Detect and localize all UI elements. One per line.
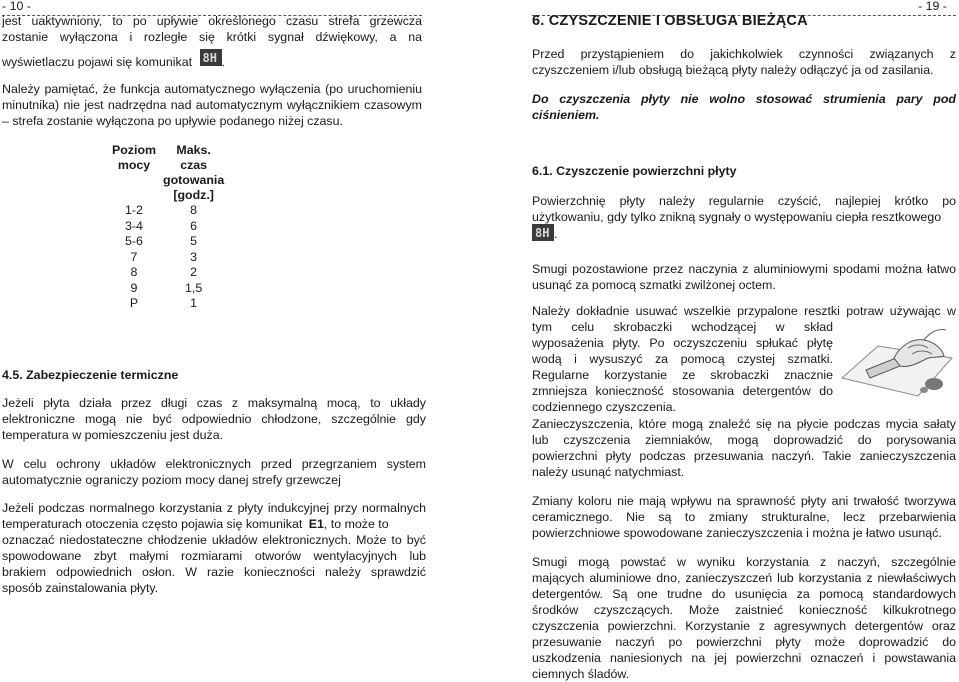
table-row [105,250,224,266]
table-cell-power: 8 [130,265,138,280]
right-para5-line4: należy usunąć natychmiast. [532,465,685,479]
h-display-icon [200,49,222,66]
table-cell-time: 1 [190,296,198,311]
right-para5-line1: Zanieczyszczenia, które mogą znaleźć się na płycie podczas mycia sałaty [532,417,956,431]
table-header-time [163,143,224,203]
right-para3-line2: usunąć za pomocą szmatki zwilżonej octem. [532,278,776,292]
left-para2-line3: – strefa zostanie wyłączona po upływie podanego niżej czasu. [2,114,343,128]
right-para5-line3: powierzchni płyty podczas przesuwania naczyń. Takie zanieczyszczenia [532,449,956,463]
right-para7-line3: detergentów. Są one trudne do usunięcia za pomocą standardowych [532,587,956,601]
right-para6-line2: ceramicznego. Nie są to zmiany strukturalne, lecz przebarwienia [532,510,956,524]
table-cell-time: 1,5 [185,280,203,295]
table-header-time-line1: Maks. czas [176,143,211,172]
right-para7-line5: czyszczenia powierzchni. Korzystanie z agresywnych detergentów oraz [532,619,956,633]
left-para1-line2: zostanie wyłączona i rozległe się krótki sygnał dźwiękowy, a na [2,30,422,44]
table-cell-time: 8 [190,203,198,218]
power-time-table [105,143,224,312]
section-title-thermal: 4.5. Zabezpieczenie termiczne [2,368,179,382]
right-para2-line1: Powierzchnię płyty należy regularnie czyścić, najlepiej krótko po [532,194,956,208]
right-para6-line3: powierzchniowe spowodowane zanieczyszczenia i można je łatwo usunąć. [532,526,942,540]
left-para4-line2: automatycznie ograniczy poziom mocy danej strefy grzewczej [2,473,341,487]
right-para2-line2: użytkowaniu, gdy tylko znikną sygnały o występowaniu ciepła resztkowego [532,210,942,224]
table-cell-time: 2 [190,265,198,280]
table-cell-power: 9 [130,280,138,295]
right-para4-line3: wyposażenia płyty. Po oczyszczeniu spłukać płytę [532,336,833,350]
left-para1-line3-text: wyświetlaczu pojawi się komunikat [2,55,193,69]
left-para1-line3 [2,51,225,71]
residue-stain-small [920,387,928,393]
residual-heat-display-icon [532,224,554,241]
table-cell-power: 5-6 [125,234,143,249]
right-para2-line3 [532,226,557,243]
table-header-row [105,143,224,203]
right-page-number: - 19 - [918,0,947,13]
subsection-title-surface: 6.1. Czyszczenie powierzchni płyty [532,164,737,178]
table-row [105,203,224,219]
right-para6-line1: Zmiany koloru nie mają wpływu na sprawność płyty ani trwałość tworzywa [532,494,956,508]
table-row [105,296,224,312]
left-para1-line3-dot: . [221,55,225,69]
table-cell-power: 1-2 [125,203,143,218]
left-para4-line1: W celu ochrony układów elektronicznych przed przegrzaniem system [2,457,426,471]
right-para3-line1: Smugi pozostawione przez naczynia z aluminiowymi spodami można łatwo [532,262,956,276]
table-header-power [105,143,163,203]
right-para4-line5: Regularne korzystanie ze skrobaczki znacznie [532,368,833,382]
left-para5-line2-tail: , to może to [323,517,389,531]
table-row [105,219,224,235]
table-header-time-line3: [godz.] [173,188,214,202]
left-para5-line6: sposób zainstalowania płyty. [2,581,159,595]
right-para4-line4: wodą i wysuszyć za pomocą czystej szmatki. [532,352,833,366]
right-para1-line2: czyszczeniem i/lub obsługą bieżącą płyty należy odłączyć ja od zasilania. [532,63,934,77]
table-row [105,281,224,297]
left-para5-line1: Jeżeli podczas normalnego korzystania z płyty indukcyjnej przy normalnych [2,501,426,515]
steam-warning-line1: Do czyszczenia płyty nie wolno stosować strumienia pary pod [532,92,956,106]
left-para1-line1: jest uaktywniony, to po upływie określonego czasu strefa grzewcza [2,14,422,28]
right-para4-line7: codziennego czyszczenia. [532,400,676,414]
table-cell-time: 6 [190,218,198,233]
right-para4-line6: zmniejsza konieczność stosowania detergentów do [532,384,833,398]
left-para5-line5: brakiem odpowiednich osłon. W razie konieczności należy sprawdzić [2,565,426,579]
table-cell-time: 3 [190,249,198,264]
residue-stain [925,378,943,390]
right-para2-line3-dot: . [554,227,558,241]
right-para5-line2: lub czyszczenia ziemniaków, mogą doprowadzić do porysowania [532,433,956,447]
table-cell-time: 5 [190,234,198,249]
left-para5-line2-text: temperaturach otoczenia często pojawia się komunikat [2,517,303,531]
h-display-icon-text: 8H [202,51,217,66]
right-para4-line1: Należy dokładnie usuwać wszelkie przypalone resztki potraw używając w [532,304,956,318]
left-para2-line1: Należy pamiętać, że funkcja automatycznego wyłączenia (po uruchomieniu [2,82,422,96]
residual-heat-display-icon-text: 8H [535,226,550,241]
table-header-time-line2: gotowania [163,173,225,187]
right-para7-line4: środków czyszczących. Może zaistnieć konieczność kilkukrotnego [532,603,956,617]
left-para5-line2 [2,516,426,532]
right-para7-line7: uszkodzenia naniesionych na jej powierzchni oznaczeń i powstawania [532,651,956,665]
chapter-title-cleaning: 6. CZYSZCZENIE I OBSŁUGA BIEŻĄCA [532,13,808,29]
table-header-power-line2: mocy [117,158,151,172]
left-para5-line4: spowodowane zbyt małymi rozmiarami otworów wentylacyjnych lub [2,549,426,563]
right-para7-line1: Smugi mogą powstać w wyniku korzystania z naczyń, szczególnie [532,555,956,569]
error-code-e1: E1 [308,517,324,531]
table-row [105,265,224,281]
table-cell-power: P [129,296,139,311]
left-para5-line3: oznaczać niedostateczne chłodzenie układów elektronicznych. Może to być [2,533,426,547]
table-row [105,234,224,250]
table-cell-power: 3-4 [125,218,143,233]
steam-warning-line2: ciśnieniem. [532,108,600,122]
table-header-power-line1: Poziom [111,143,157,157]
left-para3-line1: Jeżeli płyta działa przez długi czas z maksymalną mocą, to układy [2,396,426,410]
right-para1-line1: Przed przystąpieniem do jakichkolwiek czynności związanych z [532,47,956,61]
left-para2-line2: minutnika) nie jest nadrzędna nad automatycznym wyłącznikiem czasowym [2,98,422,112]
right-para7-line6: przesuwanie naczyń po powierzchni płyty może doprowadzić do [532,635,956,649]
scraper-illustration [838,318,956,406]
right-para4-line2: tym celu skrobaczki wchodzącej w skład [532,320,833,334]
left-page-number: - 10 - [2,0,31,13]
right-para7-line2: mających aluminiowe dno, zanieczyszczeń lub korzystania z niewłaściwych [532,571,956,585]
table-cell-power: 7 [130,249,138,264]
left-para3-line3: temperatura w pomieszczeniu jest duża. [2,428,224,442]
right-para7-line8: ciemnych śladów. [532,667,630,681]
left-para3-line2: elektroniczne mogą nie być odpowiednio chłodzone, szczególnie gdy [2,412,426,426]
